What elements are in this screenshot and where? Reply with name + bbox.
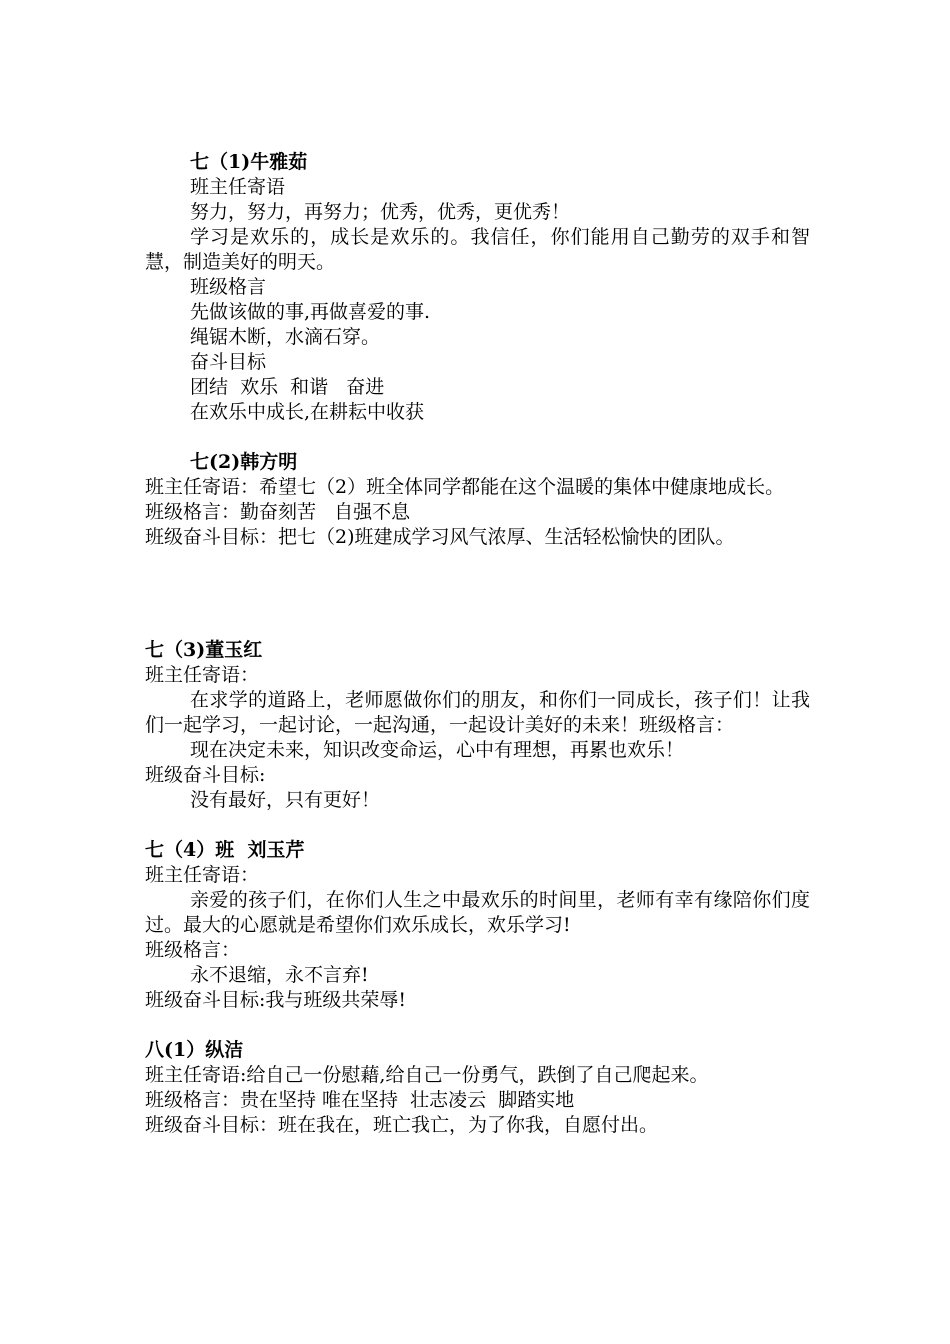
text-paragraph: 学习是欢乐的，成长是欢乐的。我信任，你们能用自己勤劳的双手和智慧，制造美好的明天。 — [145, 226, 810, 273]
section-class-7-4 — [145, 838, 810, 1013]
text-line: 永不退缩，永不言弃! — [190, 964, 369, 986]
text-line: 现在决定未来，知识改变命运，心中有理想，再累也欢乐！ — [190, 739, 685, 761]
heading-teacher-message: 班主任寄语 — [190, 176, 286, 198]
text-line: 先做该做的事,再做喜爱的事. — [190, 301, 431, 323]
text-paragraph: 班级奋斗目标：把七（2)班建成学习风气浓厚、生活轻松愉快的团队。 — [145, 526, 735, 548]
section-class-7-2 — [145, 450, 810, 550]
text-line: 班级奋斗目标：班在我在，班亡我亡，为了你我，自愿付出。 — [145, 1114, 659, 1136]
section-title: 七（1)牛雅茹 — [190, 151, 308, 173]
heading-goal: 奋斗目标 — [190, 351, 267, 373]
spacer — [145, 813, 810, 838]
heading-class-motto: 班级格言： — [145, 939, 241, 961]
document-body — [145, 150, 810, 1138]
section-class-8-1 — [145, 1038, 810, 1138]
section-title: 七（3)董玉红 — [145, 639, 263, 661]
section-title: 七（4）班 刘玉芹 — [145, 839, 305, 861]
heading-teacher-message: 班主任寄语： — [145, 664, 260, 686]
text-paragraph: 班主任寄语：希望七（2）班全体同学都能在这个温暖的集体中健康地成长。 — [145, 476, 785, 498]
text-line: 绳锯木断，水滴石穿。 — [190, 326, 381, 348]
spacer — [145, 1013, 810, 1038]
section-title: 八(1）纵洁 — [145, 1039, 244, 1061]
text-line: 团结 欢乐 和谐 奋进 — [190, 376, 385, 398]
heading-teacher-message: 班主任寄语： — [145, 864, 260, 886]
text-line: 班级格言：贵在坚持 唯在坚持 壮志凌云 脚踏实地 — [145, 1089, 575, 1111]
section-title: 七(2)韩方明 — [190, 451, 298, 473]
text-paragraph: 在求学的道路上，老师愿做你们的朋友，和你们一同成长，孩子们！让我们一起学习，一起讨论，一起沟通，一起设计美好的未来！班级格言： — [145, 689, 810, 736]
spacer — [145, 550, 810, 638]
heading-goal: 班级奋斗目标: — [145, 764, 266, 786]
text-line: 班级奋斗目标:我与班级共荣辱! — [145, 989, 407, 1011]
text-line: 没有最好，只有更好！ — [190, 789, 381, 811]
text-line: 努力，努力，再努力；优秀，优秀，更优秀！ — [190, 201, 571, 223]
section-class-7-1 — [145, 150, 810, 425]
heading-class-motto: 班级格言 — [190, 276, 267, 298]
text-paragraph: 亲爱的孩子们，在你们人生之中最欢乐的时间里，老师有幸有缘陪你们度过。最大的心愿就是希望你们欢乐成长，欢乐学习! — [145, 889, 810, 936]
spacer — [145, 425, 810, 450]
text-line: 在欢乐中成长,在耕耘中收获 — [190, 401, 425, 423]
section-class-7-3 — [145, 638, 810, 813]
text-line: 班级格言：勤奋刻苦 自强不息 — [145, 501, 411, 523]
text-line: 班主任寄语:给自己一份慰藉,给自己一份勇气，跌倒了自己爬起来。 — [145, 1064, 709, 1086]
